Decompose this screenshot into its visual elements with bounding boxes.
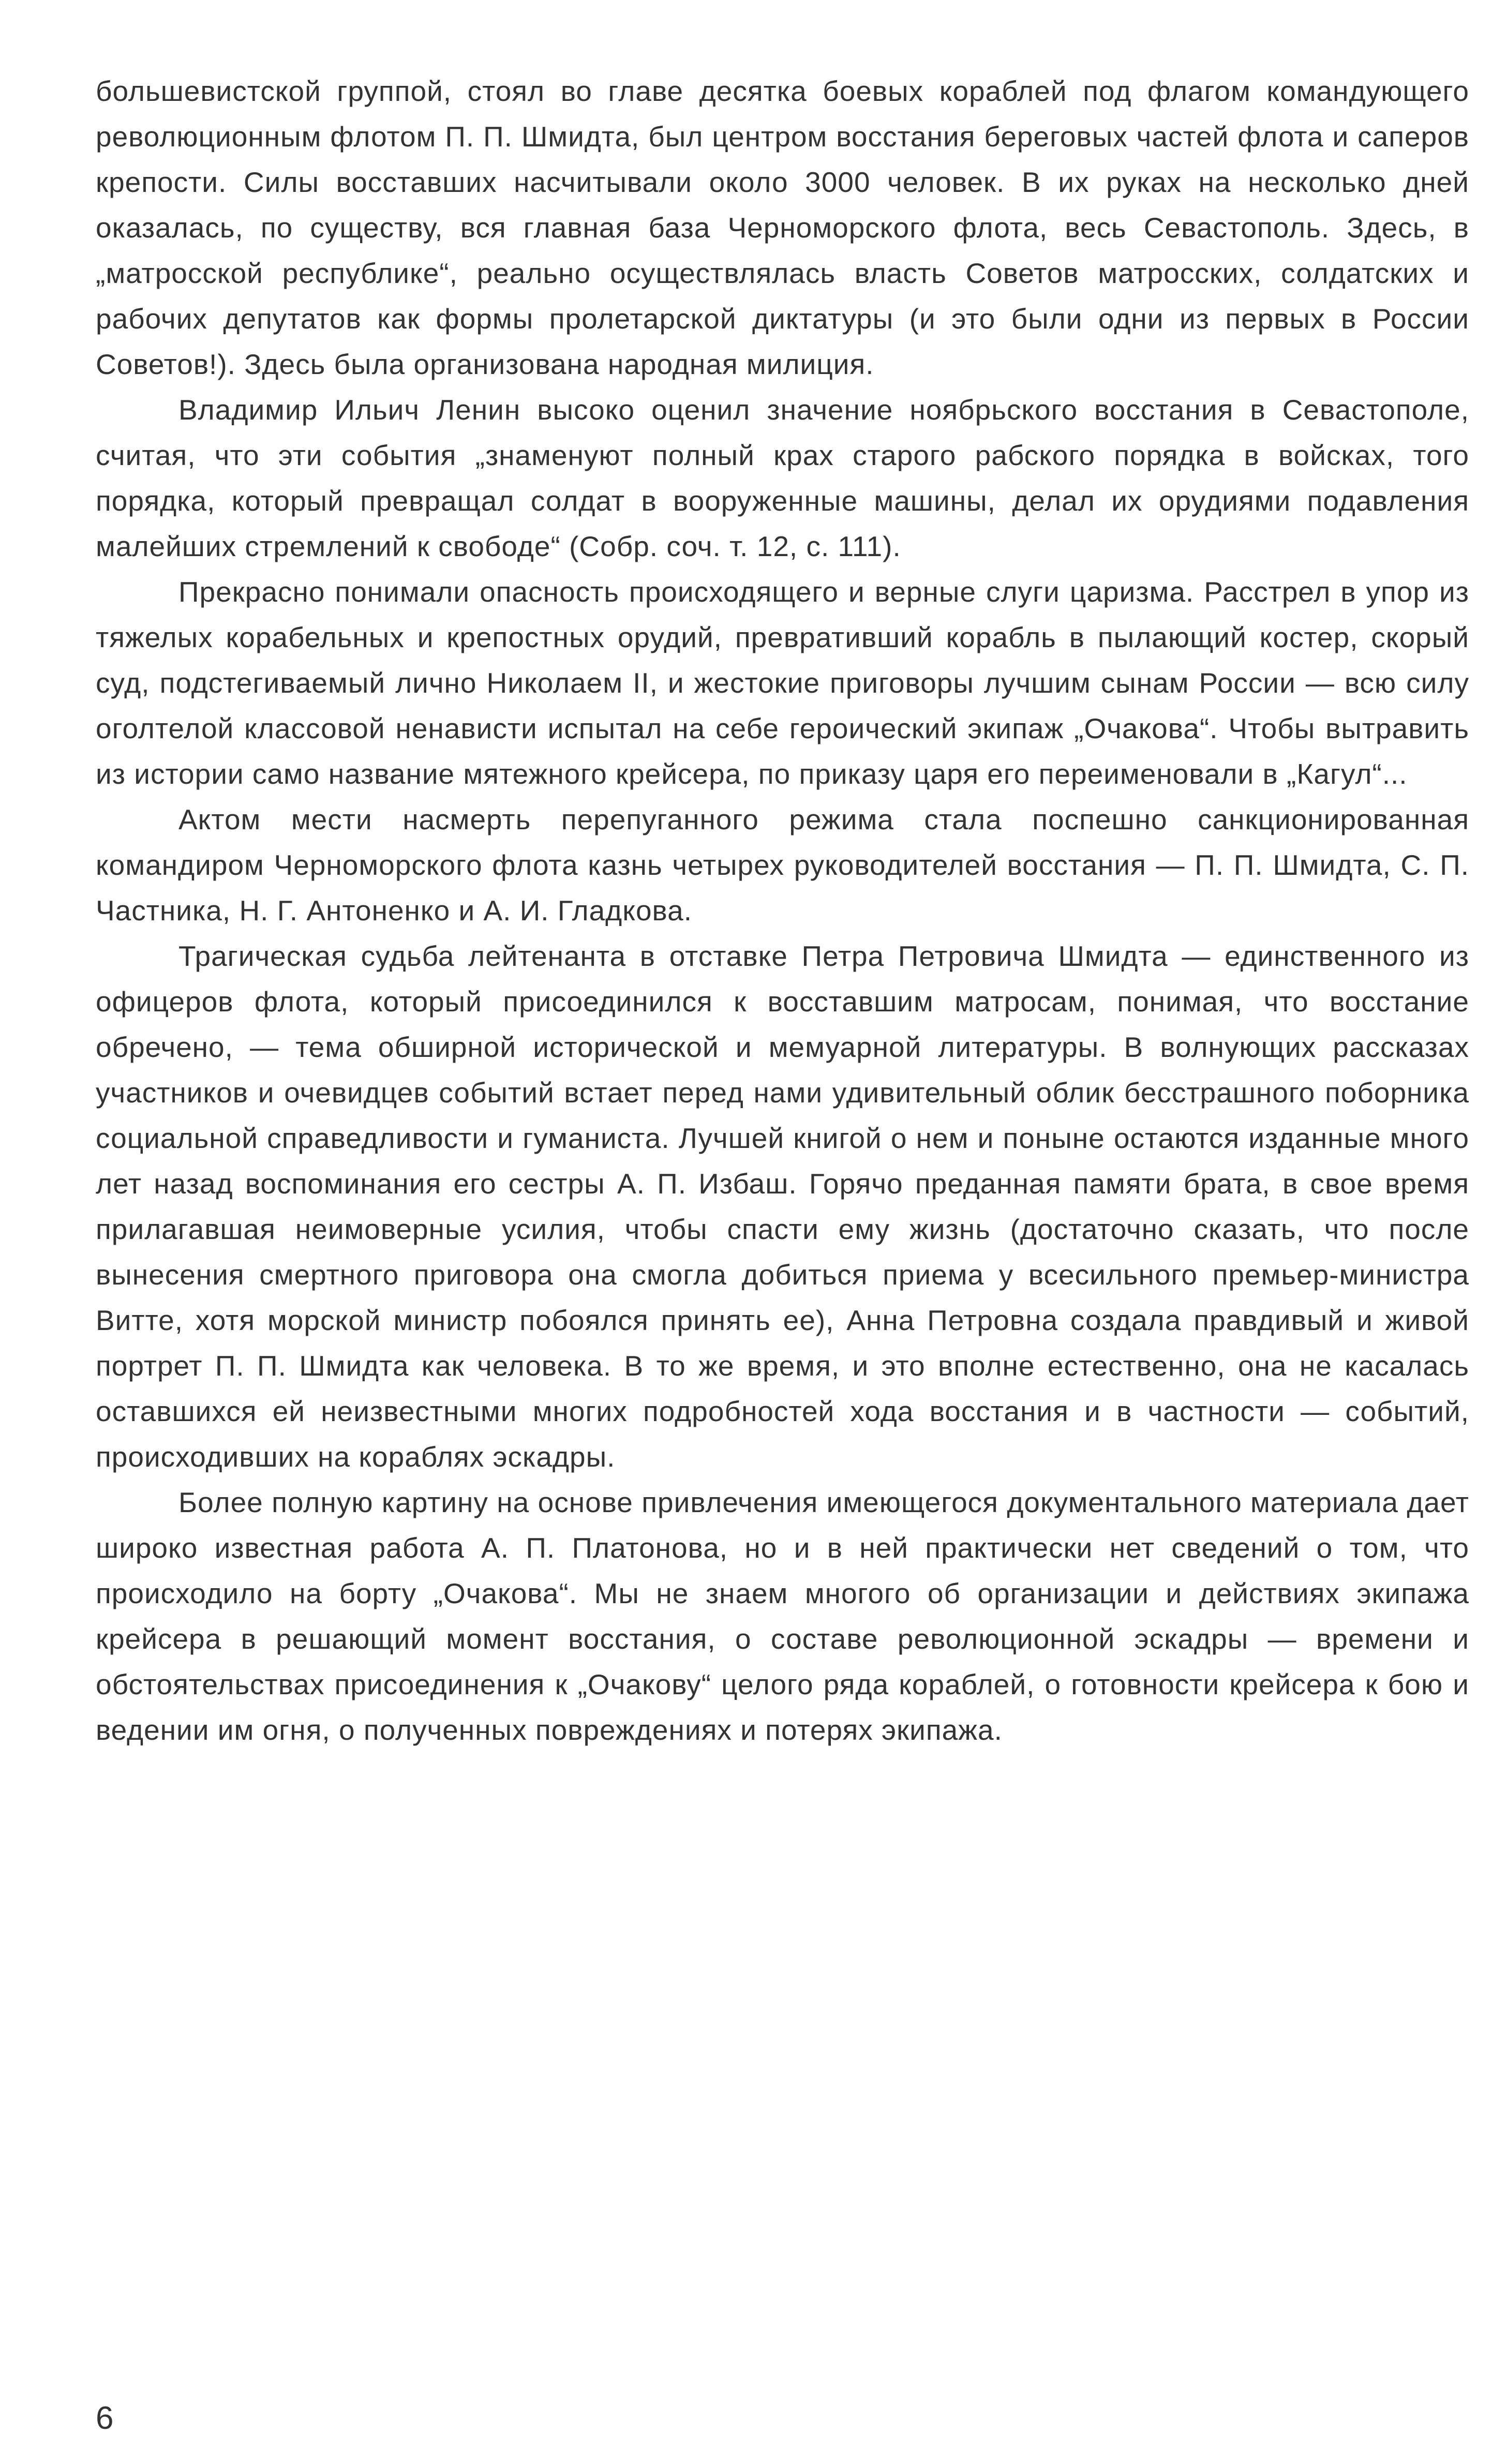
page-body (96, 68, 1469, 1753)
paragraph-3: Прекрасно понимали опасность происходящего и верные слуги царизма. Расстрел в упор из тяжелых корабельных и крепостных орудий, превративший корабль в пылающий костер, скорый суд, подстегиваемый лично Николаем II, и жестокие приговоры лучшим сынам России — всю силу оголтелой классовой ненависти испытал на себе героический экипаж „Очакова“. Чтобы вытравить из истории само название мятежного крейсера, по приказу царя его переименовали в „Кагул“... (96, 576, 1469, 790)
paragraph-6: Более полную картину на основе привлечения имеющегося документального материала дает широко известная работа А. П. Платонова, но и в ней практически нет сведений о том, что происходило на борту „Очакова“. Мы не знаем многого об организации и действиях экипажа крейсера в решающий момент восстания, о составе революционной эскадры — времени и обстоятельствах присоединения к „Очакову“ целого ряда кораблей, о готовности крейсера к бою и ведении им огня, о полученных повреждениях и потерях экипажа. (96, 1486, 1469, 1746)
paragraph-2: Владимир Ильич Ленин высоко оценил значение ноябрьского восстания в Севастополе, считая, что эти события „знаменуют полный крах старого рабского порядка в войсках, того порядка, который превращал солдат в вооруженные машины, делал их орудиями подавления малейших стремлений к свободе“ (Собр. соч. т. 12, с. 111). (96, 394, 1469, 562)
paragraph-1: большевистской группой, стоял во главе десятка боевых кораблей под флагом командующего революционным флотом П. П. Шмидта, был центром восстания береговых частей флота и саперов крепости. Силы восставших насчитывали около 3000 человек. В их руках на несколько дней оказалась, по существу, вся главная база Черноморского флота, весь Севастополь. Здесь, в „матросской республике“, реально осуществлялась власть Советов матросских, солдатских и рабочих депутатов как формы пролетарской диктатуры (и это были одни из первых в России Советов!). Здесь была организована народная милиция. (96, 75, 1469, 380)
page-number: 6 (96, 2400, 114, 2436)
paragraph-4: Актом мести насмерть перепуганного режима стала поспешно санкционированная командиром Черноморского флота казнь четырех руководителей восстания — П. П. Шмидта, С. П. Частника, Н. Г. Антоненко и А. И. Гладкова. (96, 803, 1469, 927)
paragraph-5: Трагическая судьба лейтенанта в отставке Петра Петровича Шмидта — единственного из офицеров флота, который присоединился к восставшим матросам, понимая, что восстание обречено, — тема обширной исторической и мемуарной литературы. В волнующих рассказах участников и очевидцев событий встает перед нами удивительный облик бесстрашного поборника социальной справедливости и гуманиста. Лучшей книгой о нем и поныне остаются изданные много лет назад воспоминания его сестры А. П. Избаш. Горячо преданная памяти брата, в свое время прилагавшая неимоверные усилия, чтобы спасти ему жизнь (достаточно сказать, что после вынесения смертного приговора она смогла добиться приема у всесильного премьер-министра Витте, хотя морской министр побоялся принять ее), Анна Петровна создала правдивый и живой портрет П. П. Шмидта как человека. В то же время, и это вполне естественно, она не касалась оставшихся ей неизвестными многих подробностей хода восстания и в частности — событий, происходивших на кораблях эскадры. (96, 940, 1469, 1473)
